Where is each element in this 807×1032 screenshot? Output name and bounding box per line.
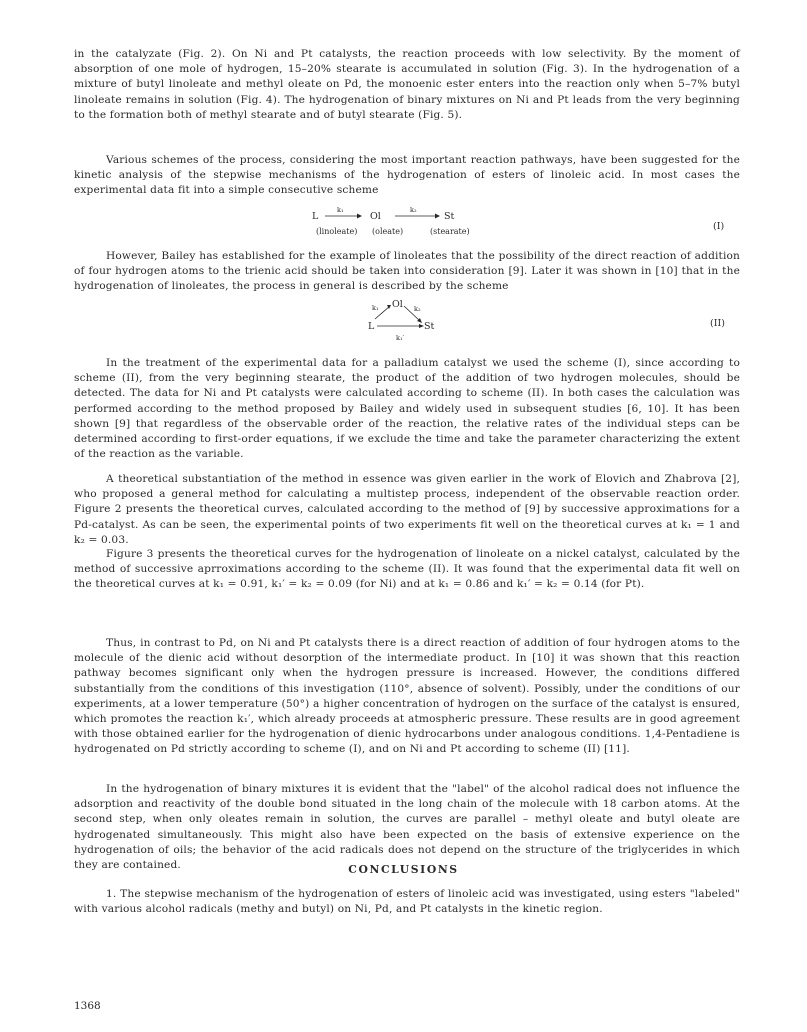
scheme2-k1: k₁ (372, 304, 379, 312)
scheme1-k2: k₂ (410, 206, 417, 214)
paragraph-1: in the catalyzate (Fig. 2). On Ni and Pt catalysts, the reaction proceeds with low selectivity. By the moment of absorption of one mole of hydrogen, 15–20% stearate is accumulated in solution (Fig. 3). In the hydrogenation of a mixture of butyl linoleate and methyl oleate on Pd, the monoenic ester enters into the reaction only when 5–7% butyl linoleate remains in solution (Fig. 4). The hydrogenation of binary mixtures on Ni and Pt leads from the very beginning to the formation both of methyl stearate and of butyl stearate (Fig. 5). (74, 48, 740, 121)
scheme1-Ol: Ol (370, 211, 381, 222)
scheme2-L: L (368, 321, 375, 332)
scheme1-L: L (312, 211, 319, 222)
scheme1-St: St (444, 211, 455, 222)
conclusion-item-1: 1. The stepwise mechanism of the hydrogenation of esters of linoleic acid was investigated, using esters "labeled" with various alcohol radicals (methy and butyl) on Ni, Pd, and Pt catalysts in the kinetic region. (74, 888, 740, 916)
paragraph-5: A theoretical substantiation of the method in essence was given earlier in the work of Elovich and Zhabrova [2], who proposed a general method for calculating a multistep process, independent of the observable reaction order. Figure 2 presents the theoretical curves, calculated according to the method of [9] by successive approximations for a Pd-catalyst. As can be seen, the experimental points of two experiments fit well on the theoretical curves at k₁ = 1 and k₂ = 0.03. (74, 473, 740, 546)
page-number: 1368 (74, 1000, 101, 1012)
scheme1-arrowhead-2 (435, 214, 440, 219)
scheme1-number: (I) (713, 221, 725, 232)
paragraph-6: Figure 3 presents the theoretical curves for the hydrogenation of linoleate on a nickel catalyst, calculated by the method of successive aprroximations according to the scheme (II). It was found that the experimental data fit well on the theoretical curves at k₁ = 0.91, k₁′ = k₂ = 0.09 (for Ni) and at k₁ = 0.86 and k₁′ = k₂ = 0.14 (for Pt). (74, 548, 740, 591)
section-heading-conclusions: CONCLUSIONS (348, 863, 459, 876)
scheme2-Ol: Ol (392, 299, 403, 310)
scheme2-k1-prime: k₁′ (396, 334, 405, 342)
scheme1-k1: k₁ (337, 206, 344, 214)
scheme1-caption-stearate: (stearate) (430, 227, 470, 236)
paragraph-4: In the treatment of the experimental data for a palladium catalyst we used the scheme (I), since according to scheme (II), from the very beginning stearate, the product of the addition of two hydrogen molecules, should be detected. The data for Ni and Pt catalysts were calculated according to scheme (II). In both cases the calculation was performed according to the method proposed by Bailey and widely used in subsequent studies [6, 10]. It has been shown [9] that regardless of the observable order of the reaction, the relative rates of the individual steps can be determined according to first-order equations, if we exclude the time and take the parameter characterizing the extent of the reaction as the variable. (74, 357, 740, 461)
scheme1-arrowhead-1 (357, 214, 362, 219)
scheme1-caption-oleate: (oleate) (372, 227, 404, 236)
reaction-scheme-1 (0, 205, 807, 239)
paragraph-8: In the hydrogenation of binary mixtures it is evident that the "label" of the alcohol radical does not influence the adsorption and reactivity of the double bond situated in the long chain of the molecule with 18 carbon atoms. At the second step, when only oleates remain in solution, the curves are parallel – methyl oleate and butyl oleate are hydrogenated simultaneously. This might also have been expected on the basis of extensive experience on the hydrogenation of oils; the behavior of the acid radicals does not depend on the structure of the triglycerides in which they are contained. (74, 783, 740, 872)
scheme2-number: (II) (710, 318, 725, 329)
scheme2-k2: k₂ (414, 305, 421, 313)
paragraph-2: Various schemes of the process, considering the most important reaction pathways, have been suggested for the kinetic analysis of the stepwise mechanisms of the hydrogenation of esters of linoleic acid. In most cases the experimental data fit into a simple consecutive scheme (74, 154, 740, 197)
paragraph-3: However, Bailey has established for the example of linoleates that the possibility of the direct reaction of addition of four hydrogen atoms to the trienic acid should be taken into consideration [9]. Later it was shown in [10] that in the hydrogenation of linoleates, the process in general is described by the scheme (74, 250, 740, 293)
reaction-scheme-2 (0, 296, 807, 346)
scheme2-St: St (424, 321, 435, 332)
scheme1-caption-linoleate: (linoleate) (316, 227, 358, 236)
paragraph-7: Thus, in contrast to Pd, on Ni and Pt catalysts there is a direct reaction of addition of four hydrogen atoms to the molecule of the dienic acid without desorption of the intermediate product. In [10] it was shown that this reaction pathway becomes significant only when the hydrogen pressure is increased. However, the conditions differed substantially from the conditions of this investigation (110°, absence of solvent). Possibly, under the conditions of our experiments, at a lower temperature (50°) a higher concentration of hydrogen on the surface of the catalyst is ensured, which promotes the reaction k₁′, which already proceeds at atmospheric pressure. These results are in good agreement with those obtained earlier for the hydrogenation of dienic hydrocarbons under analogous conditions. 1,4-Pentadiene is hydrogenated on Pd strictly according to scheme (I), and on Ni and Pt according to scheme (II) [11]. (74, 637, 740, 756)
